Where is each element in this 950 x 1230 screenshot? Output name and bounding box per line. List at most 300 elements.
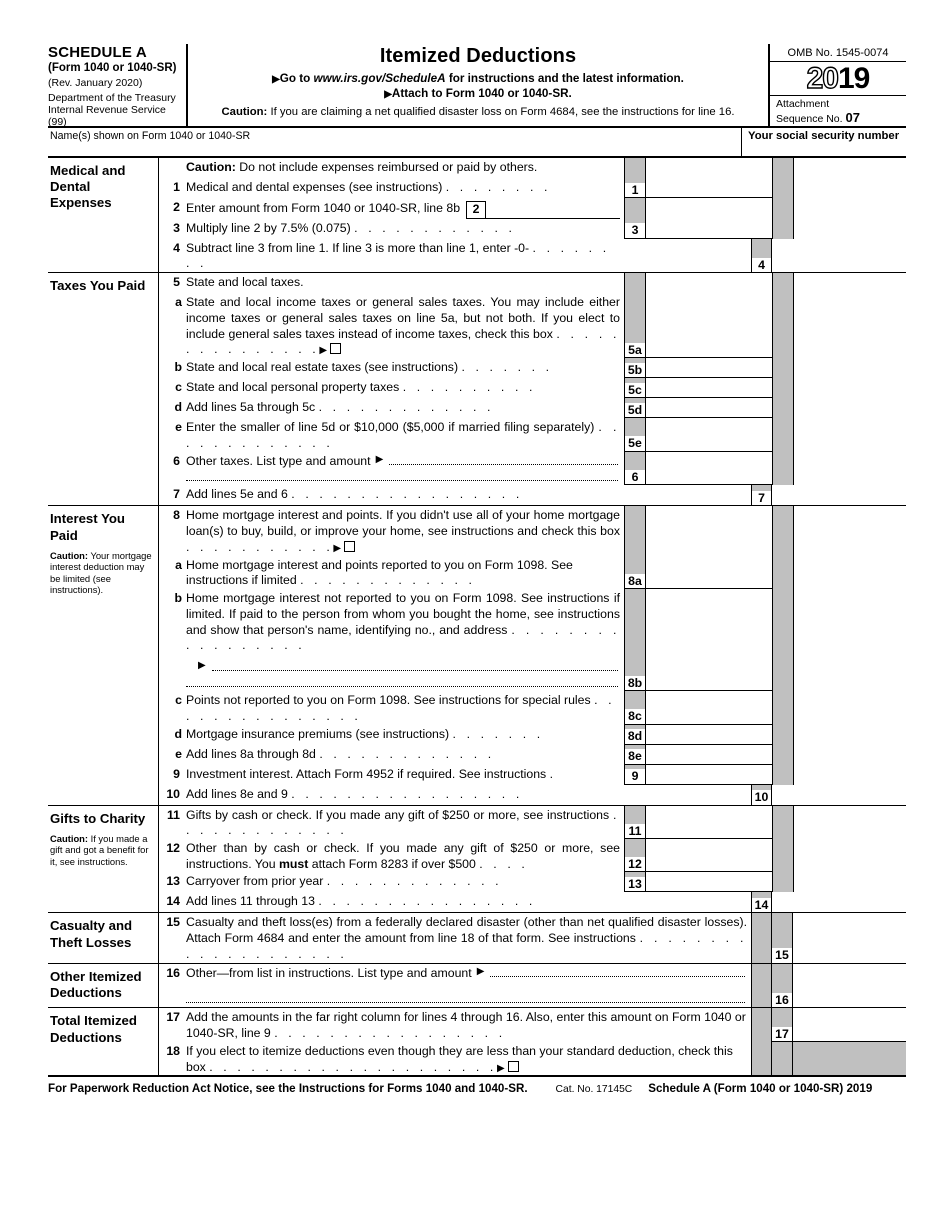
line-13-text: [185, 872, 624, 892]
leader-dots: . . . .: [479, 856, 529, 871]
tag-line-6: 6: [625, 452, 646, 485]
amount-cell-line-5d: [624, 398, 772, 418]
line-5e-text: [185, 418, 624, 451]
sales-tax-election-checkbox[interactable]: [330, 343, 341, 354]
amount-cell-outer: [772, 725, 906, 745]
line-4-label: Subtract line 3 from line 1. If line 3 is more than line 1, enter -0-: [186, 240, 530, 255]
attach-to-text: Attach to Form 1040 or 1040-SR.: [391, 87, 572, 100]
line-number-12: 12: [166, 841, 180, 856]
tag-line-8c: 8c: [625, 691, 646, 723]
caution-body: Do not include expenses reimbursed or paid by others.: [235, 160, 538, 174]
line-8e-text: [185, 745, 624, 765]
shaded-area: [793, 1042, 906, 1076]
line-8-row: [159, 506, 906, 555]
amount-input-blank[interactable]: [794, 765, 906, 785]
amount-cell-outer: [772, 452, 906, 486]
amount-cell-outer: [772, 589, 906, 691]
tag-blank: [773, 198, 794, 219]
line-6-row: [159, 452, 906, 486]
line-16-writein-1[interactable]: [490, 966, 745, 977]
leader-dots: . . . . . . . . . . . . .: [318, 400, 495, 415]
amount-input-blank[interactable]: [794, 178, 906, 198]
leader-dots: . . . . . . . . . . . . . . . . .: [186, 622, 620, 653]
amount-cell-line-12: [624, 839, 772, 872]
amount-input-line-8b[interactable]: [646, 589, 772, 690]
line-8e-row: [159, 745, 906, 765]
triangle-icon: ▶: [384, 89, 392, 100]
amount-spacer: [751, 913, 772, 962]
line-3-text: [185, 219, 624, 239]
tag-line-7: 7: [751, 485, 772, 505]
amount-cell-line-3: [624, 219, 772, 239]
line-5b-text: [185, 358, 624, 378]
amount-input-line-9[interactable]: [646, 765, 772, 784]
amount-input-blank[interactable]: [794, 839, 906, 872]
ssn-field[interactable]: [742, 128, 906, 156]
line-number-17: 17: [166, 1010, 180, 1025]
tag-line-9: 9: [625, 765, 646, 784]
ssn-label: Your social security number: [748, 130, 900, 142]
line-10-text: [185, 785, 624, 805]
section-title: Other Itemized Deductions: [50, 968, 142, 1000]
tag-blank: [773, 158, 794, 178]
attachment-sequence: [770, 95, 906, 126]
gifts-caution: [50, 833, 154, 867]
treasury-line: Department of the Treasury: [48, 92, 176, 104]
amount-cell-line-15: [772, 913, 906, 962]
line-number-2: 2: [173, 200, 180, 214]
amount-input-blank[interactable]: [794, 273, 906, 293]
line-15-row: [159, 913, 906, 962]
amount-input-line-10[interactable]: [772, 785, 906, 805]
amount-input-blank[interactable]: [794, 452, 906, 486]
leader-dots: . . . . . . . . . . . .: [354, 220, 516, 235]
attachment-label-text: Sequence No.: [776, 113, 843, 126]
irs-url[interactable]: www.irs.gov/ScheduleA: [313, 72, 446, 85]
amount-cell-outer: [772, 293, 906, 358]
tag-line-4: 4: [751, 239, 772, 272]
line-number-9: 9: [173, 766, 180, 781]
amount-cell-line-5e: [624, 418, 772, 451]
leader-dots: . . . . . . . . . . . . . . . .: [318, 894, 536, 909]
amount-input-line-5a[interactable]: [646, 293, 772, 357]
line-1-row: [159, 178, 906, 198]
leader-dots: . . . . . . . . . . . . . . .: [186, 326, 620, 357]
header-center-block: [188, 44, 770, 126]
amount-input-line-11[interactable]: [646, 806, 772, 838]
line-5c-row: [159, 378, 906, 398]
line-6-text: [185, 452, 624, 486]
line-9-row: [159, 765, 906, 785]
leader-dots: . . . . . . . . . . . . .: [186, 420, 620, 450]
amount-cell-outer: [772, 198, 906, 219]
amount-cell-inner: [624, 198, 772, 219]
amount-input-blank[interactable]: [794, 398, 906, 418]
amount-input-blank[interactable]: [794, 725, 906, 745]
line-5e-row: [159, 418, 906, 451]
line-6-writein-2[interactable]: [186, 470, 618, 481]
triangle-icon: ▶: [496, 1062, 505, 1074]
amount-cell-line-17: [772, 1008, 906, 1041]
section-title: Taxes You Paid: [50, 278, 146, 294]
amount-input-line-5b[interactable]: [646, 358, 772, 377]
tag-blank: [625, 158, 646, 178]
line-5a-row: [159, 293, 906, 358]
form-reference: (Form 1040 or 1040-SR): [48, 62, 177, 74]
amount-input-blank[interactable]: [794, 806, 906, 839]
tag-blank: [625, 506, 646, 555]
name-label: Name(s) shown on Form 1040 or 1040-SR: [50, 130, 251, 142]
line-letter-b: b: [174, 591, 182, 606]
amount-cell-inner: [624, 158, 772, 178]
line-8d-label: Mortgage insurance premiums (see instructions): [186, 726, 450, 741]
caution-label: Caution:: [50, 832, 89, 844]
leader-dots: . . . . . . . . . . . . . . . . .: [291, 487, 523, 502]
line-8-text: [185, 506, 624, 555]
line-letter-a: a: [175, 557, 182, 572]
tag-blank: [773, 691, 794, 724]
amount-input-blank[interactable]: [794, 358, 906, 378]
line-5-text: State and local taxes.: [186, 275, 304, 290]
line-14-row: [159, 892, 906, 912]
line-8a-text: [185, 556, 624, 589]
line-letter-c: c: [175, 693, 182, 708]
line-15-label: Casualty and theft loss(es) from a federally declared disaster (other than net qualified disaster losses). Attach Form 4684 and enter the amount from line 18 of that form. See instructions: [186, 915, 747, 946]
line-5a-text: [185, 293, 624, 358]
triangle-icon: ▶: [476, 965, 485, 977]
gifts-lines: [158, 806, 906, 913]
tag-line-8d: 8d: [625, 725, 646, 744]
amount-input-blank[interactable]: [794, 418, 906, 451]
line-6-writein-1[interactable]: [389, 454, 618, 465]
amount-input-line-7[interactable]: [772, 485, 906, 505]
line-letter-e: e: [175, 746, 182, 761]
triangle-icon: ▶: [375, 453, 384, 465]
tag-blank: [773, 872, 794, 892]
amount-input-blank[interactable]: [646, 506, 772, 555]
line-12-label-b: attach Form 8283 if over $500: [308, 856, 476, 871]
line-16-row: [159, 964, 906, 1008]
caution-label: Caution:: [50, 549, 89, 561]
tag-blank: [751, 964, 772, 1008]
leader-dots: . . . . . . . . . . . . .: [300, 573, 476, 588]
caution-body: Your mortgage interest deduction may be limited (see instructions).: [50, 549, 152, 595]
line-13-row: [159, 872, 906, 892]
amount-input-blank[interactable]: [794, 556, 906, 589]
section-label-taxes: [48, 273, 158, 505]
line-number-11: 11: [167, 807, 180, 822]
amount-input-blank[interactable]: [794, 745, 906, 765]
amount-input-line-5e[interactable]: [646, 418, 772, 450]
amount-input-blank[interactable]: [794, 691, 906, 724]
line-8d-text: [185, 725, 624, 745]
amount-cell-line-5a: [624, 293, 772, 358]
amount-input-line-15[interactable]: [793, 913, 906, 962]
tag-blank: [773, 398, 794, 418]
amount-input-line-13[interactable]: [646, 872, 772, 891]
line-letter-e: e: [175, 420, 182, 435]
section-other-itemized: [48, 964, 906, 1009]
line-number-3: 3: [173, 220, 180, 235]
line-8d-row: [159, 725, 906, 745]
line-12-row: [159, 839, 906, 872]
amount-input-line-6[interactable]: [646, 452, 772, 485]
tag-blank: [773, 378, 794, 398]
section-title: Total Itemized Deductions: [50, 1013, 137, 1045]
line-1-label: Medical and dental expenses (see instructions): [186, 180, 443, 194]
form-footer: [48, 1077, 906, 1095]
section-title: Gifts to Charity: [50, 810, 146, 826]
interest-lines: [158, 506, 906, 804]
line-8b-writein-1[interactable]: [212, 660, 618, 671]
line-5-row: [159, 273, 906, 293]
caution-text: If you are claiming a net qualified disaster loss on Form 4684, see the instructions for line 16.: [267, 106, 735, 118]
amount-cell-outer: [772, 398, 906, 418]
tag-blank: [751, 1008, 772, 1041]
line-11-row: [159, 806, 906, 839]
amount-cell-line-14: [624, 892, 906, 912]
amount-input-blank[interactable]: [646, 158, 772, 178]
amount-cell-outer: [772, 378, 906, 398]
tag-line-15: 15: [772, 913, 793, 962]
line-5c-text: [185, 378, 624, 398]
line-1-text: [185, 178, 624, 198]
line-number-14: 14: [166, 894, 180, 909]
tag-blank: [625, 198, 646, 219]
amount-input-line-3[interactable]: [646, 219, 772, 238]
leader-dots: . . . . . . . . . . . . . . . . . . . . .: [209, 1059, 497, 1074]
schedule-title: SCHEDULE A: [48, 44, 147, 61]
tag-blank: [773, 418, 794, 451]
tag-blank: [773, 293, 794, 358]
line-letter-d: d: [174, 400, 182, 415]
line-number-13: 13: [166, 874, 180, 889]
section-taxes-paid: [48, 273, 906, 506]
tag-line-16: 16: [772, 964, 793, 1008]
amount-cell-line-16: [772, 964, 906, 1008]
line-2-row: [159, 198, 906, 219]
tag-line-17: 17: [772, 1008, 793, 1040]
leader-dots: . . . . . . . . . .: [402, 380, 537, 395]
line-17-text: [185, 1008, 751, 1041]
paperwork-notice: For Paperwork Reduction Act Notice, see the Instructions for Forms 1040 and 1040-SR.: [48, 1082, 528, 1096]
tag-blank: [773, 358, 794, 378]
header-caution: [194, 106, 762, 118]
section-title: Casualty and Theft Losses: [50, 918, 133, 950]
amount-cell-outer: [772, 765, 906, 785]
tag-blank: [751, 1042, 772, 1076]
section-label-medical: [48, 158, 158, 272]
tag-line-14: 14: [751, 892, 772, 912]
amount-input-blank[interactable]: [646, 273, 772, 293]
line-8b-label: Home mortgage interest not reported to you on Form 1098. See instructions if limited. If paid to the person from whom you bought the home, see instructions and show that person's name, identifying no., and address: [186, 591, 620, 637]
tag-blank: [773, 556, 794, 589]
leader-dots: . . . . . . . . . . . . . . . . . . . .: [186, 931, 748, 961]
line-12-text: [185, 839, 624, 872]
line-8e-label: Add lines 8a through 8d: [186, 746, 316, 761]
line-7-label: Add lines 5e and 6: [186, 487, 288, 502]
tag-line-8b: 8b: [625, 589, 646, 690]
page-title: Itemized Deductions: [379, 45, 577, 67]
irs-line: Internal Revenue Service (99): [48, 104, 166, 129]
taxpayer-identification-row: [48, 128, 906, 158]
name-field[interactable]: [48, 128, 742, 156]
caution-label: Caution:: [186, 160, 236, 174]
tag-blank: [773, 589, 794, 691]
amount-cell-line-8c: [624, 691, 772, 724]
line-17-row: [159, 1008, 906, 1041]
line-6-label: Other taxes. List type and amount: [186, 453, 371, 468]
triangle-icon: ▶: [333, 542, 342, 554]
amount-input-blank[interactable]: [794, 293, 906, 358]
tag-line-13: 13: [625, 872, 646, 891]
tag-line-5d: 5d: [625, 398, 646, 417]
line-9-text: [185, 765, 624, 785]
amount-input-line-8d[interactable]: [646, 725, 772, 744]
line-8b-text: [185, 589, 624, 691]
amount-cell-outer: [772, 506, 906, 555]
amount-input-blank[interactable]: [794, 158, 906, 178]
line-7-row: [159, 485, 906, 505]
amount-input-blank[interactable]: [646, 198, 772, 219]
amount-cell-line-5c: [624, 378, 772, 398]
line-12-label-a: Other than by cash or check. If you made any gift of $250 or more, see instructions. You: [186, 841, 620, 871]
line-16-writein-2[interactable]: [186, 992, 745, 1003]
omb-number: OMB No. 1545-0074: [770, 44, 906, 62]
amount-input-line-1[interactable]: [646, 178, 772, 197]
tag-line-5b: 5b: [625, 358, 646, 377]
line-8c-row: [159, 691, 906, 724]
line-number-1: 1: [173, 180, 180, 194]
tag-blank: [773, 806, 794, 839]
medical-caution-row: [159, 158, 906, 178]
amount-cell-outer: [772, 178, 906, 198]
amount-cell-outer: [772, 806, 906, 839]
mortgage-use-checkbox[interactable]: [344, 541, 355, 552]
line-5c-label: State and local personal property taxes: [186, 380, 400, 395]
tag-line-2: 2: [466, 201, 486, 219]
form-header: [48, 44, 906, 128]
amount-cell-outer: [772, 556, 906, 589]
amount-input-blank[interactable]: [794, 378, 906, 398]
amount-cell-outer: [772, 872, 906, 892]
line-8b-writein-2[interactable]: [186, 676, 618, 687]
section-interest-paid: [48, 506, 906, 805]
tag-line-11: 11: [625, 806, 646, 838]
triangle-icon: ▶: [272, 74, 280, 85]
amount-input-line-16[interactable]: [793, 964, 906, 1008]
section-label-interest: [48, 506, 158, 804]
elect-itemize-checkbox[interactable]: [508, 1061, 519, 1072]
amount-input-line-8e[interactable]: [646, 745, 772, 764]
line-7-text: [185, 485, 624, 505]
line-2-text: [185, 198, 624, 219]
amount-cell-outer: [772, 691, 906, 724]
amount-input-line-8c[interactable]: [646, 691, 772, 723]
goto-instructions-line: [194, 72, 762, 85]
line-5a-label: State and local income taxes or general sales taxes. You may include either income taxes or general sales taxes on line 5a, but not both. If you elect to include general sales taxes instead of income taxes, check this box: [186, 295, 620, 341]
total-lines: [158, 1008, 906, 1075]
amount-cell-line-7: [624, 485, 906, 505]
tag-blank: [773, 178, 794, 198]
section-title: Interest You Paid: [50, 511, 125, 543]
line-number-10: 10: [166, 786, 180, 801]
amount-input-line-4[interactable]: [772, 239, 906, 272]
amount-cell-line-10: [624, 785, 906, 805]
line-18-text: [185, 1042, 751, 1076]
line-letter-d: d: [174, 726, 182, 741]
amount-spacer: [751, 1008, 772, 1041]
tag-blank: [772, 1042, 793, 1076]
leader-dots: . . . . . . .: [452, 726, 544, 741]
line-2-inline-entry: [186, 201, 620, 219]
line-5d-label: Add lines 5a through 5c: [186, 400, 316, 415]
goto-suffix: for instructions and the latest information.: [445, 72, 684, 85]
amount-input-blank[interactable]: [794, 219, 906, 239]
amount-cell-outer: [772, 745, 906, 765]
amount-input-line-17[interactable]: [793, 1008, 906, 1040]
line-number-5: 5: [173, 275, 180, 290]
amount-input-blank[interactable]: [794, 506, 906, 555]
tag-line-5e: 5e: [625, 418, 646, 450]
tag-blank: [773, 452, 794, 486]
leader-dots: . . . . . . . . . . . . .: [326, 874, 503, 889]
tag-blank: [773, 745, 794, 765]
line-letter-a: a: [175, 295, 182, 310]
amount-cell-outer: [772, 839, 906, 872]
line-16-label: Other—from list in instructions. List type and amount: [186, 965, 472, 980]
amount-input-blank[interactable]: [794, 872, 906, 892]
line-2-label: Enter amount from Form 1040 or 1040-SR, line 8b: [186, 201, 461, 215]
line-5d-row: [159, 398, 906, 418]
tag-blank: [773, 839, 794, 872]
amount-cell-line-4: [624, 239, 906, 272]
tag-blank: [751, 913, 772, 962]
line-4-text: [185, 239, 624, 272]
amount-input-blank[interactable]: [794, 589, 906, 691]
amount-input-line-2[interactable]: [486, 201, 620, 219]
amount-cell-line-8b: [624, 589, 772, 691]
amount-input-line-14[interactable]: [772, 892, 906, 912]
section-label-casualty: [48, 913, 158, 962]
line-8a-row: [159, 556, 906, 589]
medical-caution-text: [185, 158, 624, 178]
amount-cell-outer: [772, 418, 906, 451]
line-17-label: Add the amounts in the far right column for lines 4 through 16. Also, enter this amount on Form 1040 or 1040-SR, line 9: [186, 1010, 746, 1041]
amount-cell-inner: [624, 273, 772, 293]
amount-input-line-5d[interactable]: [646, 398, 772, 417]
amount-input-line-5c[interactable]: [646, 378, 772, 397]
leader-dots: . . . . . . . . . . .: [186, 539, 334, 554]
amount-input-blank[interactable]: [794, 198, 906, 219]
tag-line-10: 10: [751, 785, 772, 805]
caution-label: Caution:: [221, 106, 268, 118]
line-5b-row: [159, 358, 906, 378]
line-8c-text: [185, 691, 624, 724]
line-number-15: 15: [166, 915, 180, 930]
tag-blank: [773, 506, 794, 555]
line-letter-c: c: [175, 380, 182, 395]
amount-cell-line-18-shaded: [772, 1042, 906, 1076]
amount-input-line-12[interactable]: [646, 839, 772, 871]
tag-line-1: 1: [625, 178, 646, 197]
line-11-label: Gifts by cash or check. If you made any gift of $250 or more, see instructions: [186, 807, 610, 822]
line-5d-text: [185, 398, 624, 418]
section-medical-dental: [48, 158, 906, 273]
section-total-itemized: [48, 1008, 906, 1075]
amount-input-line-8a[interactable]: [646, 556, 772, 588]
tax-year-short: 19: [838, 62, 870, 95]
